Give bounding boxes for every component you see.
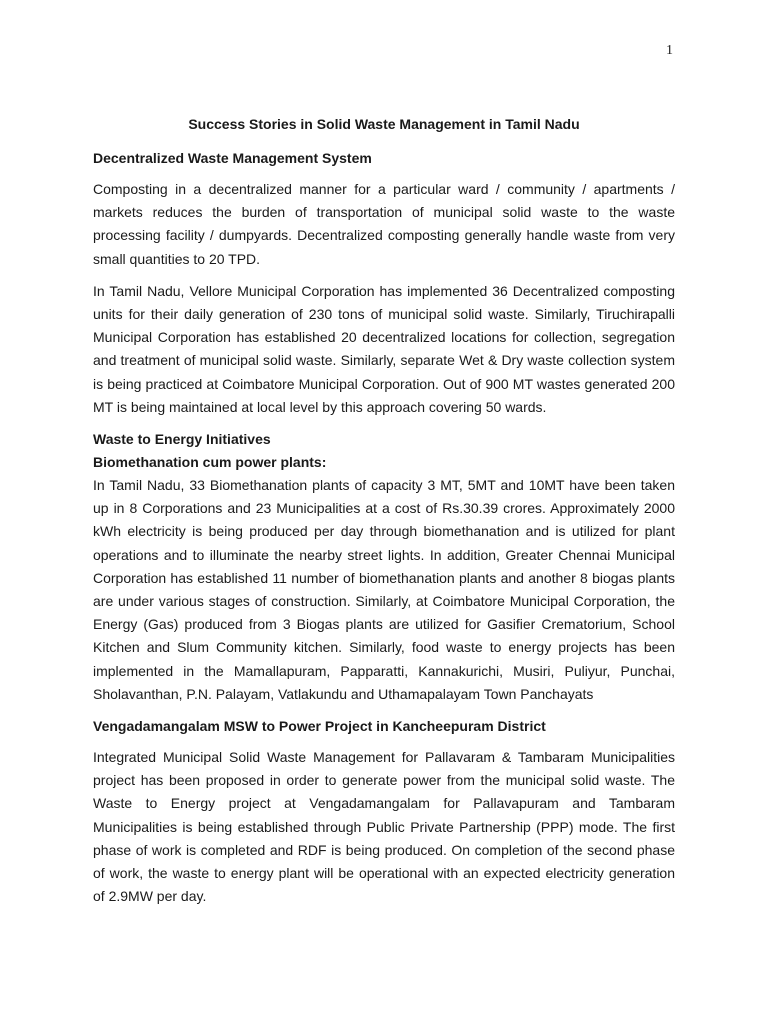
paragraph-decentralized-composting: Composting in a decentralized manner for a particular ward / community / apartments / markets reduces the burden of transportation of municipal solid waste to the waste processing facility / dumpyards. Decentralized composting generally handle waste from very small quantities to 20 TPD. xyxy=(93,181,675,267)
section-heading-vengadamangalam: Vengadamangalam MSW to Power Project in Kancheepuram District xyxy=(93,718,546,735)
document-title: Success Stories in Solid Waste Management in Tamil Nadu xyxy=(188,116,580,132)
paragraph-decentralized-tamil-nadu: In Tamil Nadu, Vellore Municipal Corporation has implemented 36 Decentralized composting units for their daily generation of 230 tons of municipal solid waste. Similarly, Tiruchirapalli Municipal Corporation has established 20 decentralized locations for collection, segregation and treatment of municipal solid waste. Similarly, separate Wet & Dry waste collection system is being practiced at Coimbatore Municipal Corporation. Out of 900 MT wastes generated 200 MT is being maintained at local level by this approach covering 50 wards. xyxy=(93,282,675,415)
paragraph-biomethanation: In Tamil Nadu, 33 Biomethanation plants of capacity 3 MT, 5MT and 10MT have been taken up in 8 Corporations and 23 Municipalities at a cost of Rs.30.39 crores. Approximately 2000 kWh electricity is being produced per day through biomethanation and is utilized for plant operations and to illuminate the nearby street lights. In addition, Greater Chennai Municipal Corporation has established 11 number of biomethanation plants and another 8 biogas plants are under various stages of construction. Similarly, at Coimbatore Municipal Corporation, the Energy (Gas) produced from 3 Biogas plants are utilized for Gasifier Crematorium, School Kitchen and Slum Community kitchen. Similarly, food waste to energy projects has been implemented in the Mamallapuram, Papparatti, Kannakurichi, Musiri, Puliyur, Punchai, Sholavanthan, P.N. Palayam, Vatlakundu and Uthamapalayam Town Panchayats xyxy=(93,477,675,702)
subheading-biomethanation: Biomethanation cum power plants: xyxy=(93,454,327,471)
section-heading-waste-to-energy: Waste to Energy Initiatives xyxy=(93,431,271,448)
page-number: 1 xyxy=(666,43,673,58)
section-heading-decentralized: Decentralized Waste Management System xyxy=(93,150,372,166)
document-body xyxy=(93,113,675,908)
paragraph-vengadamangalam: Integrated Municipal Solid Waste Management for Pallavaram & Tambaram Municipalities project has been proposed in order to generate power from the municipal solid waste. The Waste to Energy project at Vengadamangalam for Pallavapuram and Tambaram Municipalities is being established through Public Private Partnership (PPP) mode. The first phase of work is completed and RDF is being produced. On completion of the second phase of work, the waste to energy plant will be operational with an expected electricity generation of 2.9MW per day. xyxy=(93,749,675,905)
